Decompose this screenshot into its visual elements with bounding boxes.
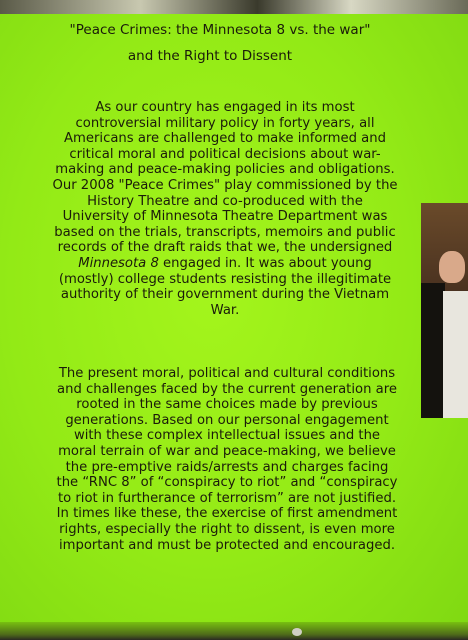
photo-jacket [421, 283, 445, 418]
top-edge-background [0, 0, 468, 14]
photo-face [439, 251, 465, 283]
minnesota-8-italic: Minnesota 8 [78, 255, 159, 271]
poster-title-line2: and the Right to Dissent [127, 48, 293, 64]
paragraph-2: The present moral, political and cultural conditions and challenges faced by the current generation are rooted in the same choices made by previous generations. Based on our personal engagement with these complex intellectual issues and the moral terrain of war and peace-making, we believe the pre-emptive raids/arrests and charges facing the “RNC 8” of “conspiracy to riot” and “conspiracy to riot in furtherance of terrorism” are not justified. In times like these, the exercise of first amendment rights, especially the right to dissent, is even more important and must be protected and encouraged. [56, 366, 398, 553]
paragraph-1-text: As our country has engaged in its most controversial military policy in forty years, all Americans are challenged to make informed and critical moral and political decisions about war-making and peace-making policies and obligations. Our 2008 "Peace Crimes" play commissioned by the History Theatre and co-produced with the University of Minnesota Theatre Department was based on the trials, transcripts, memoirs and public records of the draft raids that we, the undersigned [52, 100, 398, 256]
poster-title-line1: "Peace Crimes: the Minnesota 8 vs. the war" [69, 22, 371, 38]
paragraph-1 [52, 100, 398, 318]
attached-photo [421, 203, 468, 418]
photo-shirt [443, 291, 468, 418]
bottom-edge-background [0, 622, 468, 640]
paragraph-1-text-end: engaged in. It was about young (mostly) college students resisting the illegitimate authority of their government during the Vietnam War. [58, 255, 392, 318]
push-pin [292, 628, 302, 636]
